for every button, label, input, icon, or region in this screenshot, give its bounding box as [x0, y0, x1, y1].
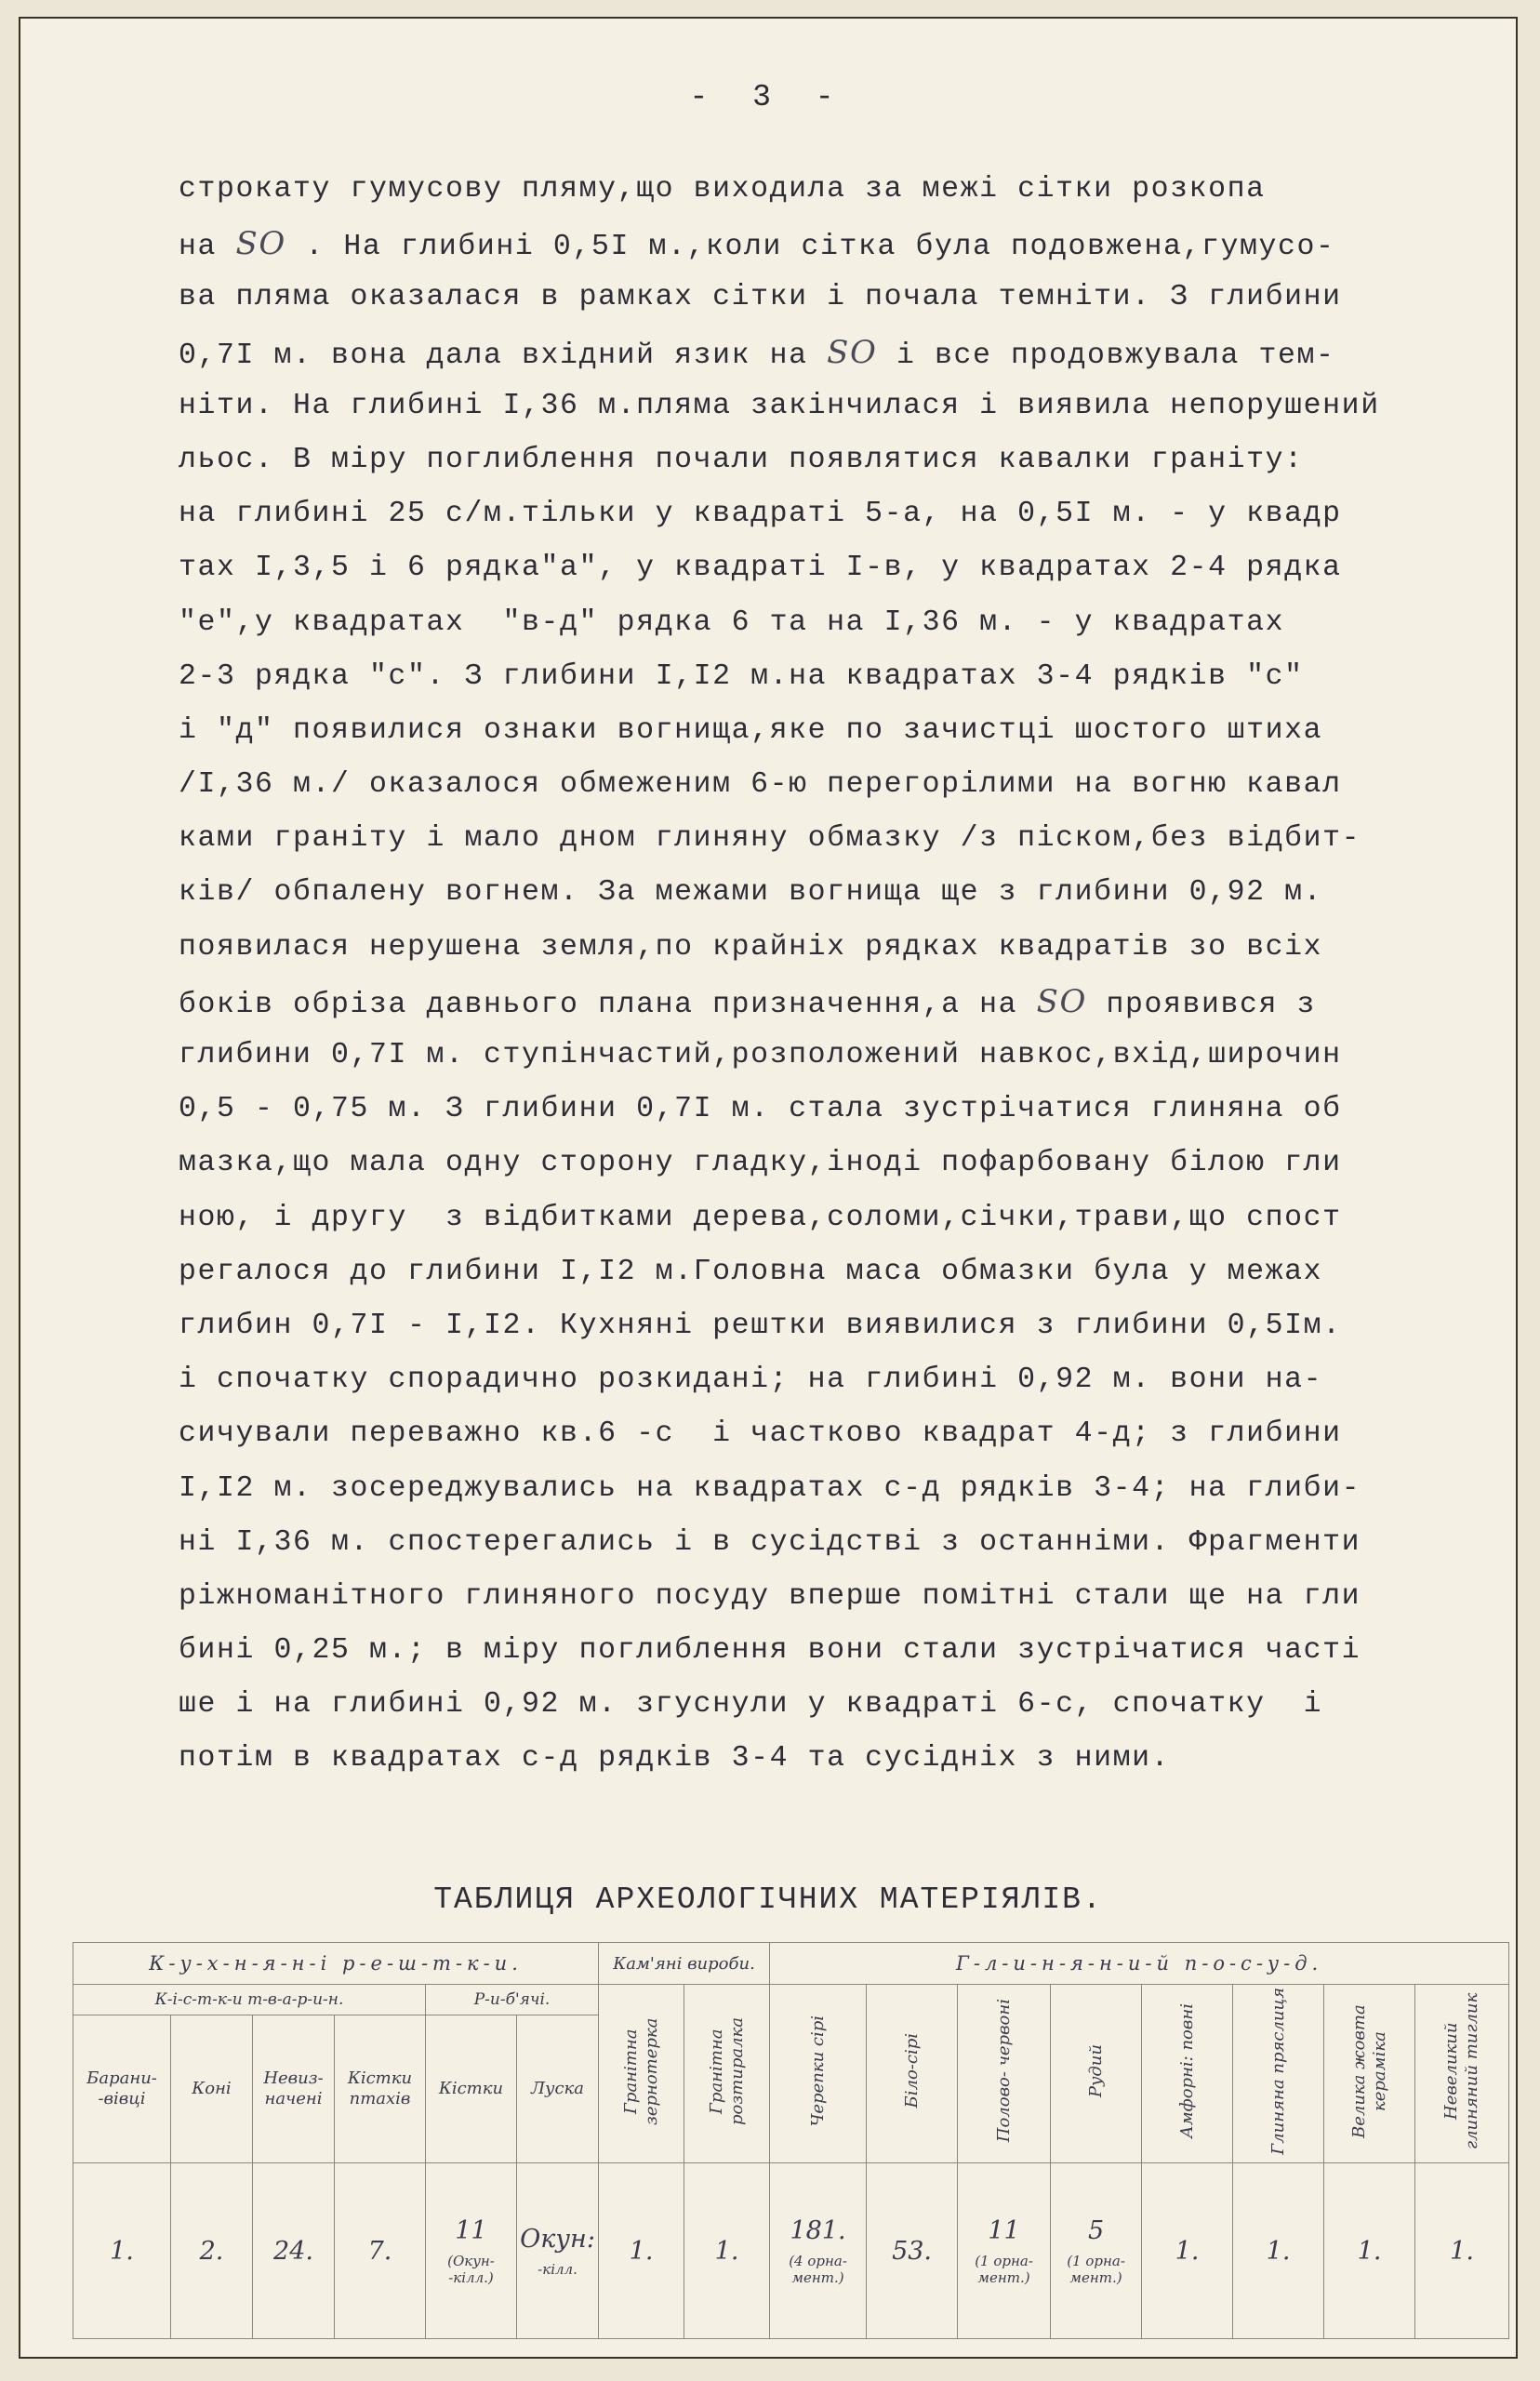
table-cell: 1. — [73, 2163, 171, 2339]
table-cell: 5 (1 орна- мент.) — [1051, 2163, 1142, 2339]
text-line: потім в квадратах с-д рядків 3-4 та сусідніх з ними. — [179, 1742, 1171, 1776]
text-line: ніти. На глибині I,36 м.пляма закінчилася і виявила непорушений — [179, 389, 1380, 422]
col-yellow-ceramic: Велика жовта кераміка — [1324, 1985, 1415, 2163]
text-line: регалося до глибини I,I2 м.Головна маса обмазки була у межах — [179, 1255, 1323, 1288]
handwritten-direction: SO — [1036, 982, 1088, 1020]
text-line: ною, і другу з відбитками дерева,соломи,січки,трави,що спост — [179, 1201, 1342, 1234]
col-sheep: Барани- -вівці — [73, 2015, 171, 2163]
text-line: і "д" появилися ознаки вогнища,яке по зачистці шостого штиха — [179, 713, 1323, 747]
text-line: ків/ обпалену вогнем. За межами вогнища ще з глибини 0,92 м. — [179, 876, 1323, 910]
group-stone-items: Кам'яні вироби. — [599, 1943, 770, 1985]
page-number: - 3 - — [689, 80, 847, 114]
col-clay-crucible: Невеликий глиняний тиглик — [1415, 1985, 1509, 2163]
handwritten-direction: SO — [235, 225, 286, 263]
text-line: і спочатку спорадично розкидані; на глибині 0,92 м. вони на- — [179, 1363, 1323, 1397]
text-line: "е",у квадратах "в-д" рядка 6 та на I,36 м. - у квадратах — [179, 605, 1285, 639]
text-line: льос. В міру поглиблення почали появлятися кавалки граніту: — [179, 443, 1304, 476]
text-line: /I,36 м./ оказалося обмеженим 6-ю перегорілими на вогню кавал — [179, 768, 1342, 802]
col-fish-bones: Кістки — [426, 2015, 517, 2163]
text-line: глибин 0,7I - I,I2. Кухняні рештки виявилися з глибини 0,5Iм. — [179, 1309, 1342, 1342]
text-line: на глибині 25 с/м.тільки у квадраті 5-а, на 0,5I м. - у квадр — [179, 498, 1342, 531]
text-line: глибини 0,7I м. ступінчастий,розположений навкос,вхід,широчин — [179, 1039, 1342, 1071]
text-line: боків обріза давнього плана призначення,а на SO проявився з — [179, 982, 1317, 1021]
col-reddish: Рудий — [1051, 1985, 1142, 2163]
subgroup-fish: Р-и-б'ячі. — [426, 1985, 599, 2015]
report-text — [179, 163, 1499, 1787]
col-undetermined: Невиз- начені — [253, 2015, 335, 2163]
col-granite-grinder: Гранітна зернотерка — [599, 1985, 684, 2163]
table-cell: 11 (1 орна- мент.) — [958, 2163, 1051, 2339]
text-line: на SO . На глибині 0,5I м.,коли сітка була подовжена,гумусо- — [179, 225, 1335, 264]
table-cell: 1. — [599, 2163, 684, 2339]
table-cell: 7. — [335, 2163, 426, 2339]
text-line: тах I,3,5 і 6 рядка"а", у квадраті I-в, у квадратах 2-4 рядка — [179, 552, 1342, 585]
group-pottery: Г-л-и-н-я-н-и-й п-о-с-у-д. — [770, 1943, 1509, 1985]
document-page — [19, 17, 1518, 2359]
text-line: ні I,36 м. спостерегались і в сусідстві з останніми. Фрагменти — [179, 1525, 1361, 1559]
text-line: 0,7I м. вона дала вхідний язик на SO і все продовжувала тем- — [179, 333, 1335, 372]
table-cell: 1. — [1324, 2163, 1415, 2339]
table-cell: 24. — [253, 2163, 335, 2339]
text-line: бині 0,25 м.; в міру поглиблення вони стали зустрічатися часті — [179, 1634, 1361, 1668]
table-cell: 1. — [1233, 2163, 1324, 2339]
subgroup-animal-bones: К-і-с-т-к-и т-в-а-р-и-н. — [73, 1985, 426, 2015]
col-amphora: Амфорні: повні — [1142, 1985, 1233, 2163]
archaeological-materials-table — [73, 1942, 1509, 2339]
text-line: ками граніту і мало дном глиняну обмазку /з піском,без відбит- — [179, 822, 1361, 856]
table-title: ТАБЛИЦЯ АРХЕОЛОГІЧНИХ МАТЕРІЯЛІВ. — [433, 1882, 1103, 1917]
col-white-grey: Біло-сірі — [867, 1985, 958, 2163]
table-cell: 1. — [1415, 2163, 1509, 2339]
table-cell: 53. — [867, 2163, 958, 2339]
text-line: ше і на глибині 0,92 м. згуснули у квадраті 6-с, спочатку і — [179, 1688, 1323, 1722]
text-line: мазка,що мала одну сторону гладку,іноді пофарбовану білою гли — [179, 1147, 1342, 1180]
table-cell: 1. — [684, 2163, 770, 2339]
col-semi-red: Полово- червоні — [958, 1985, 1051, 2163]
col-grey-sherds: Черепки сірі — [770, 1985, 867, 2163]
table-cell: Окун: -кілл. — [517, 2163, 599, 2339]
col-spindle-whorl: Глиняна пряслиця — [1233, 1985, 1324, 2163]
text-line: появилася нерушена земля,по крайніх рядках квадратів зо всіх — [179, 930, 1323, 964]
text-line: ріжноманітного глиняного посуду вперше помітні стали ще на гли — [179, 1579, 1361, 1613]
handwritten-direction: SO — [827, 333, 878, 371]
text-line: 2-3 рядка "с". З глибини I,I2 м.на квадратах 3-4 рядків "с" — [179, 659, 1304, 693]
table-cell: 11 (Окун- -кілл.) — [426, 2163, 517, 2339]
text-line: строкату гумусову пляму,що виходила за межі сітки розкопа — [179, 173, 1266, 206]
text-line: I,I2 м. зосереджувались на квадратах с-д рядків 3-4; на глиби- — [179, 1471, 1361, 1505]
col-horses: Коні — [171, 2015, 253, 2163]
text-line: сичували переважно кв.6 -с і частково квадрат 4-д; з глибини — [179, 1417, 1342, 1451]
table-cell: 181. (4 орна- мент.) — [770, 2163, 867, 2339]
table-row — [73, 2163, 1509, 2339]
table-cell: 2. — [171, 2163, 253, 2339]
col-bird-bones: Кістки птахів — [335, 2015, 426, 2163]
col-fish-scales: Луска — [517, 2015, 599, 2163]
table-cell: 1. — [1142, 2163, 1233, 2339]
text-line: ва пляма оказалася в рамках сітки і почала темніти. З глибини — [179, 281, 1342, 314]
text-line: 0,5 - 0,75 м. З глибини 0,7I м. стала зустрічатися глиняна об — [179, 1093, 1342, 1126]
group-kitchen-remains: К-у-х-н-я-н-і р-е-ш-т-к-и. — [73, 1943, 599, 1985]
col-granite-pestle: Гранітна розтиралка — [684, 1985, 770, 2163]
